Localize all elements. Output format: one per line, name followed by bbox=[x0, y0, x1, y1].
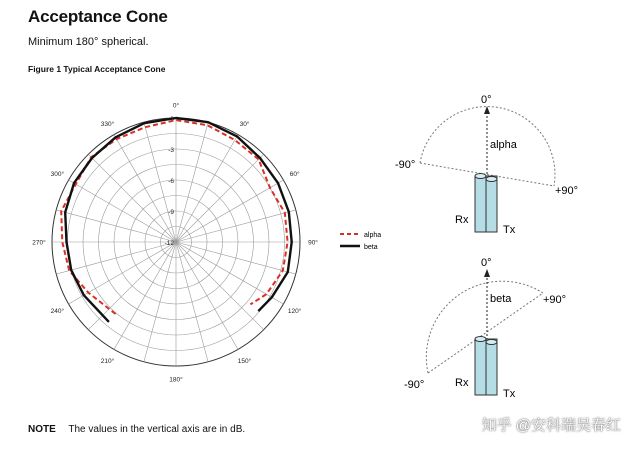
angle-tick-label: 270° bbox=[32, 239, 46, 247]
polar-grid-spoke bbox=[88, 154, 176, 242]
sensor-tx-beta bbox=[486, 339, 497, 395]
radial-tick-label: -3 bbox=[168, 147, 174, 154]
polar-grid-spoke bbox=[176, 242, 264, 330]
polar-grid-spoke bbox=[176, 154, 264, 242]
polar-grid-spoke bbox=[69, 180, 176, 242]
radial-tick-label: -12 bbox=[164, 240, 174, 247]
radial-tick-label: 0 bbox=[170, 116, 174, 123]
polar-grid-spoke bbox=[176, 210, 296, 242]
angle-tick-label: 150° bbox=[237, 358, 252, 366]
angle-tick-label: 330° bbox=[100, 120, 115, 128]
legend-label-beta: beta bbox=[364, 244, 378, 251]
page-title: Acceptance Cone bbox=[28, 7, 168, 26]
polar-grid-spoke bbox=[176, 242, 283, 304]
arrow-head-beta bbox=[484, 269, 490, 277]
chart-legend bbox=[340, 232, 381, 251]
arrow-head-alpha bbox=[484, 106, 490, 114]
note bbox=[28, 424, 245, 435]
angle-tick-label: 300° bbox=[50, 171, 65, 178]
angle-tick-label: 90° bbox=[308, 239, 318, 247]
angle-tick-label: 60° bbox=[289, 171, 300, 178]
angle-tick-label: 240° bbox=[50, 308, 65, 315]
diagram-alpha bbox=[395, 94, 578, 236]
tx-label-alpha: Tx bbox=[503, 224, 516, 236]
legend-label-alpha: alpha bbox=[364, 232, 382, 239]
zero-label-alpha: 0° bbox=[481, 94, 492, 106]
page-subtitle: Minimum 180° spherical. bbox=[28, 36, 149, 48]
sensor-rx-alpha bbox=[475, 176, 486, 232]
angle-tick-label: 120° bbox=[287, 308, 302, 315]
watermark: 知乎 @安科瑞吴春红 bbox=[481, 417, 621, 434]
polar-grid-spoke bbox=[176, 135, 238, 242]
sensor-tx-alpha bbox=[486, 176, 497, 232]
polar-grid-spoke bbox=[114, 242, 176, 349]
angle-tick-label: 0° bbox=[172, 102, 180, 110]
polar-grid-spoke bbox=[56, 242, 176, 274]
radial-tick-label: -9 bbox=[168, 209, 174, 216]
polar-grid-spoke bbox=[176, 242, 208, 362]
polar-grid-spoke bbox=[144, 242, 176, 362]
minus-label-beta: -90° bbox=[404, 379, 425, 391]
polar-grid-spoke bbox=[88, 242, 176, 330]
note-label: NOTE bbox=[28, 424, 56, 435]
polar-grid-spoke bbox=[176, 180, 283, 242]
radial-axis-labels bbox=[165, 116, 175, 247]
plus-label-alpha: +90° bbox=[555, 185, 579, 197]
polar-grid-spoke bbox=[56, 210, 176, 242]
rx-label-alpha: Rx bbox=[455, 214, 469, 226]
polar-grid bbox=[52, 118, 300, 366]
figure-caption: Figure 1 Typical Acceptance Cone bbox=[28, 64, 166, 74]
tx-label-beta: Tx bbox=[503, 388, 516, 400]
polar-chart bbox=[32, 102, 318, 384]
minus-label-alpha: -90° bbox=[395, 159, 416, 171]
sensor-tx-top-alpha bbox=[486, 177, 497, 182]
sensor-rx-beta bbox=[475, 339, 486, 395]
sensor-rx-top-alpha bbox=[475, 174, 486, 179]
angle-tick-label: 180° bbox=[169, 376, 183, 384]
axis-label-alpha: alpha bbox=[490, 139, 517, 151]
axis-label-beta: beta bbox=[490, 293, 512, 305]
polar-grid-spoke bbox=[176, 122, 208, 242]
zero-label-beta: 0° bbox=[481, 257, 492, 269]
sensor-rx-top-beta bbox=[475, 337, 486, 342]
polar-grid-spoke bbox=[114, 135, 176, 242]
angle-tick-label: 210° bbox=[100, 358, 115, 366]
polar-grid-spoke bbox=[176, 242, 238, 349]
sensor-tx-top-beta bbox=[486, 340, 497, 345]
radial-tick-label: -6 bbox=[168, 178, 174, 185]
plus-label-beta: +90° bbox=[543, 294, 567, 306]
polar-grid-spoke bbox=[176, 242, 296, 274]
angle-tick-label: 30° bbox=[239, 120, 250, 128]
note-text: The values in the vertical axis are in dB. bbox=[68, 424, 246, 435]
diagram-beta bbox=[404, 257, 566, 400]
rx-label-beta: Rx bbox=[455, 377, 469, 389]
